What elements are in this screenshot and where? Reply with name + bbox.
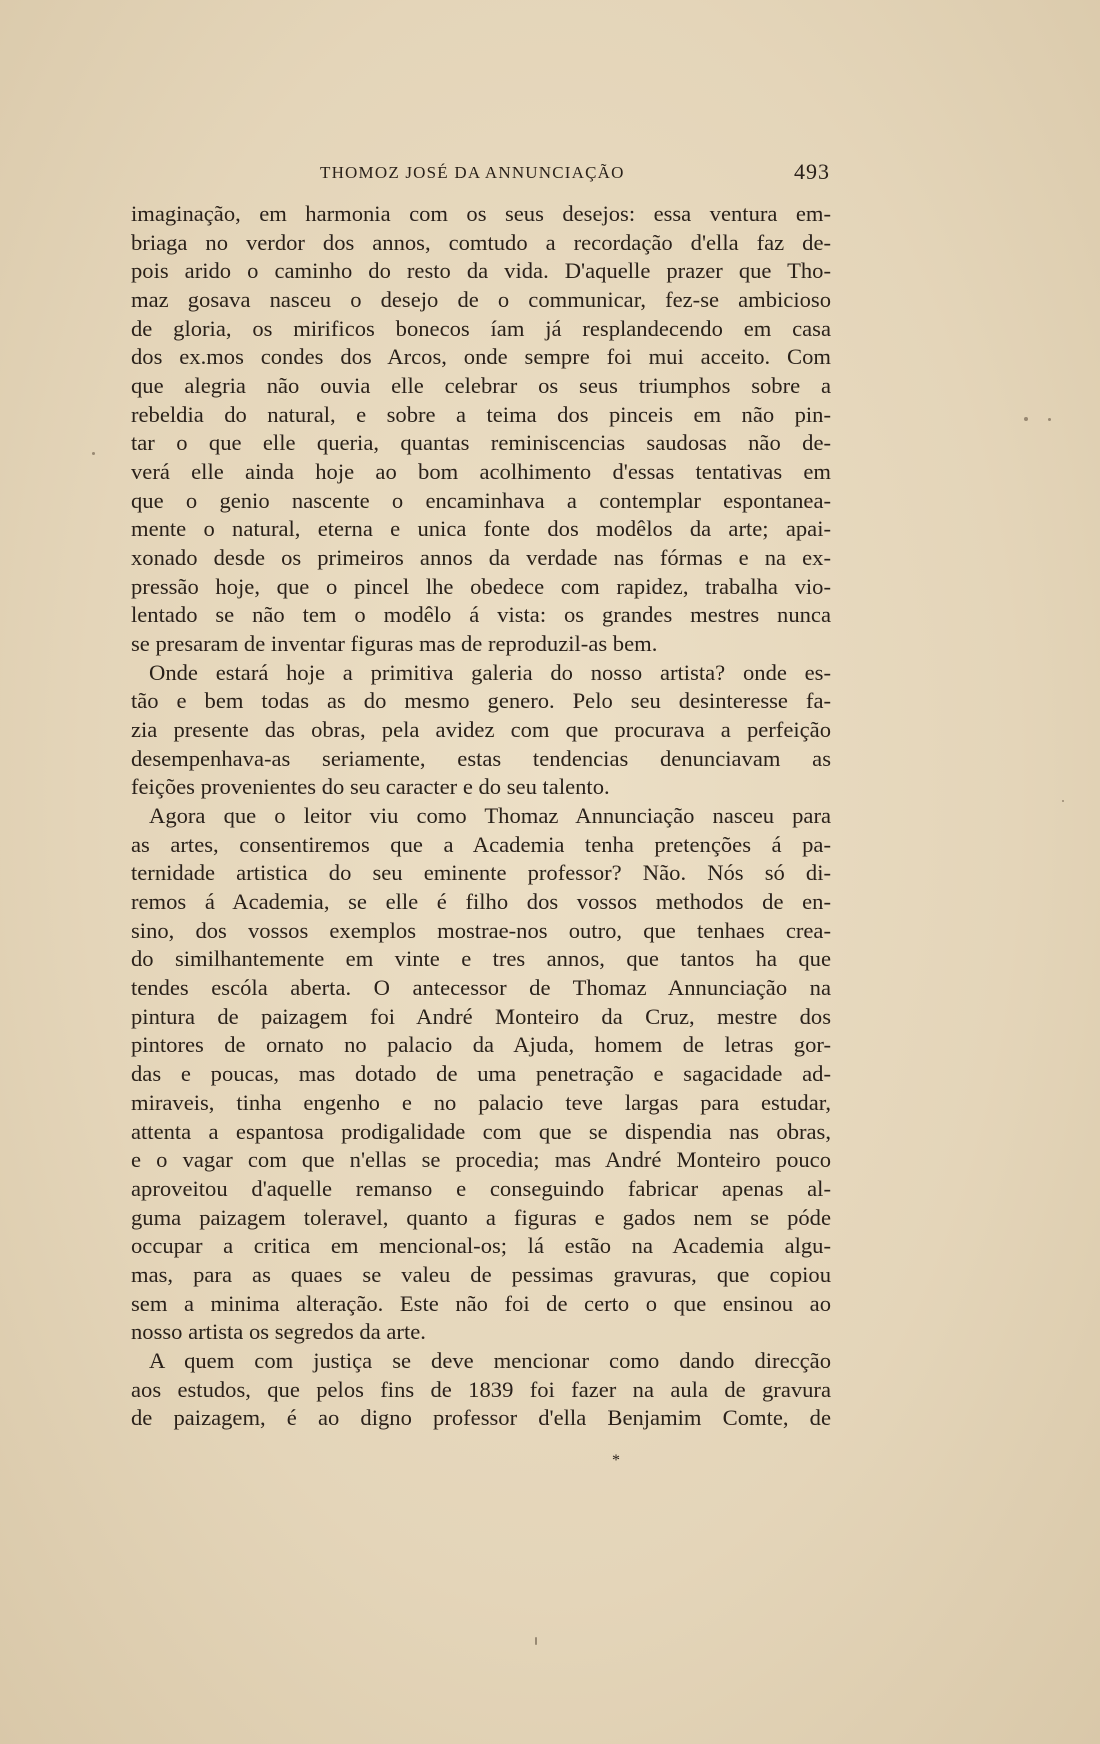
signature-mark: * xyxy=(612,1452,620,1469)
text-line: pintura de paizagem foi André Monteiro da Cruz, mestre dos xyxy=(131,1003,831,1029)
text-line: briaga no verdor dos annos, comtudo a recordação d'ella faz de- xyxy=(131,229,831,255)
text-line: desempenhava-as seriamente, estas tendencias denunciavam as xyxy=(131,745,831,771)
text-line: e o vagar com que n'ellas se procedia; mas André Monteiro pouco xyxy=(131,1147,831,1173)
text-line: sem a minima alteração. Este não foi de certo o que ensinou ao xyxy=(131,1290,831,1316)
text-line: ternidade artistica do seu eminente professor? Não. Nós só di- xyxy=(131,860,831,886)
text-line: que o genio nascente o encaminhava a contemplar espontanea- xyxy=(131,487,831,513)
text-line: verá elle ainda hoje ao bom acolhimento d'essas tentativas em xyxy=(131,459,831,485)
text-line: nosso artista os segredos da arte. xyxy=(131,1319,426,1345)
body-text xyxy=(131,200,831,1433)
running-head: THOMOZ JOSÉ DA ANNUNCIAÇÃO xyxy=(320,163,625,182)
text-line: tar o que elle queria, quantas reminiscencias saudosas não de- xyxy=(131,430,831,456)
text-line: do similhantemente em vinte e tres annos, que tantos ha que xyxy=(131,946,831,972)
text-line: pois arido o caminho do resto da vida. D'aquelle prazer que Tho- xyxy=(131,258,831,284)
text-line: tendes escóla aberta. O antecessor de Thomaz Annunciação na xyxy=(131,975,831,1001)
text-line: maz gosava nasceu o desejo de o communicar, fez-se ambicioso xyxy=(131,287,831,313)
text-line: lentado se não tem o modêlo á vista: os grandes mestres nunca xyxy=(131,602,831,628)
text-line: que alegria não ouvia elle celebrar os seus triumphos sobre a xyxy=(131,373,831,399)
text-line: imaginação, em harmonia com os seus desejos: essa ventura em- xyxy=(131,201,831,226)
paper-speck xyxy=(92,452,95,455)
text-line: tão e bem todas as do mesmo genero. Pelo seu desinteresse fa- xyxy=(131,688,831,714)
text-line: aproveitou d'aquelle remanso e conseguindo fabricar apenas al- xyxy=(131,1175,831,1201)
text-line: guma paizagem toleravel, quanto a figuras e gados nem se póde xyxy=(131,1204,831,1230)
text-line: sino, dos vossos exemplos mostrae-nos outro, que tenhaes crea- xyxy=(131,917,831,943)
text-line: miraveis, tinha engenho e no palacio teve largas para estudar, xyxy=(131,1089,831,1115)
text-line: aos estudos, que pelos fins de 1839 foi fazer na aula de gravura xyxy=(131,1376,831,1402)
text-line: mente o natural, eterna e unica fonte dos modêlos da arte; apai- xyxy=(131,516,831,542)
text-line: remos á Academia, se elle é filho dos vossos methodos de en- xyxy=(131,889,831,915)
text-line: feições provenientes do seu caracter e do seu talento. xyxy=(131,774,610,800)
text-line: se presaram de inventar figuras mas de reproduzil-as bem. xyxy=(131,631,658,657)
text-line: de gloria, os mirificos bonecos íam já resplandecendo em casa xyxy=(131,315,831,341)
text-line: occupar a critica em mencional-os; lá estão na Academia algu- xyxy=(131,1233,831,1259)
paper-speck xyxy=(1048,418,1051,421)
text-line: as artes, consentiremos que a Academia tenha pretenções á pa- xyxy=(131,831,831,857)
text-line: de paizagem, é ao digno professor d'ella Benjamim Comte, de xyxy=(131,1405,831,1431)
text-line: attenta a espantosa prodigalidade com que se dispendia nas obras, xyxy=(131,1118,831,1144)
text-line: das e poucas, mas dotado de uma penetração e sagacidade ad- xyxy=(131,1061,831,1087)
text-line: pressão hoje, que o pincel lhe obedece com rapidez, trabalha vio- xyxy=(131,573,831,599)
page-number: 493 xyxy=(794,159,830,184)
text-line: pintores de ornato no palacio da Ajuda, homem de letras gor- xyxy=(131,1032,831,1058)
text-line: Agora que o leitor viu como Thomaz Annunciação nasceu para xyxy=(149,803,831,829)
text-line: zia presente das obras, pela avidez com que procurava a perfeição xyxy=(131,717,831,743)
text-line: Onde estará hoje a primitiva galeria do nosso artista? onde es- xyxy=(149,659,831,685)
text-line: xonado desde os primeiros annos da verdade nas fórmas e na ex- xyxy=(131,545,831,571)
text-line: mas, para as quaes se valeu de pessimas gravuras, que copiou xyxy=(131,1261,831,1287)
paper-speck xyxy=(1024,417,1028,421)
page-header xyxy=(130,159,830,193)
paper-speck xyxy=(535,1637,537,1645)
text-line: A quem com justiça se deve mencionar como dando direcção xyxy=(149,1347,831,1373)
paper-speck xyxy=(1062,800,1064,802)
text-line: rebeldia do natural, e sobre a teima dos pinceis em não pin- xyxy=(131,401,831,427)
text-line: dos ex.mos condes dos Arcos, onde sempre foi mui acceito. Com xyxy=(131,344,831,370)
